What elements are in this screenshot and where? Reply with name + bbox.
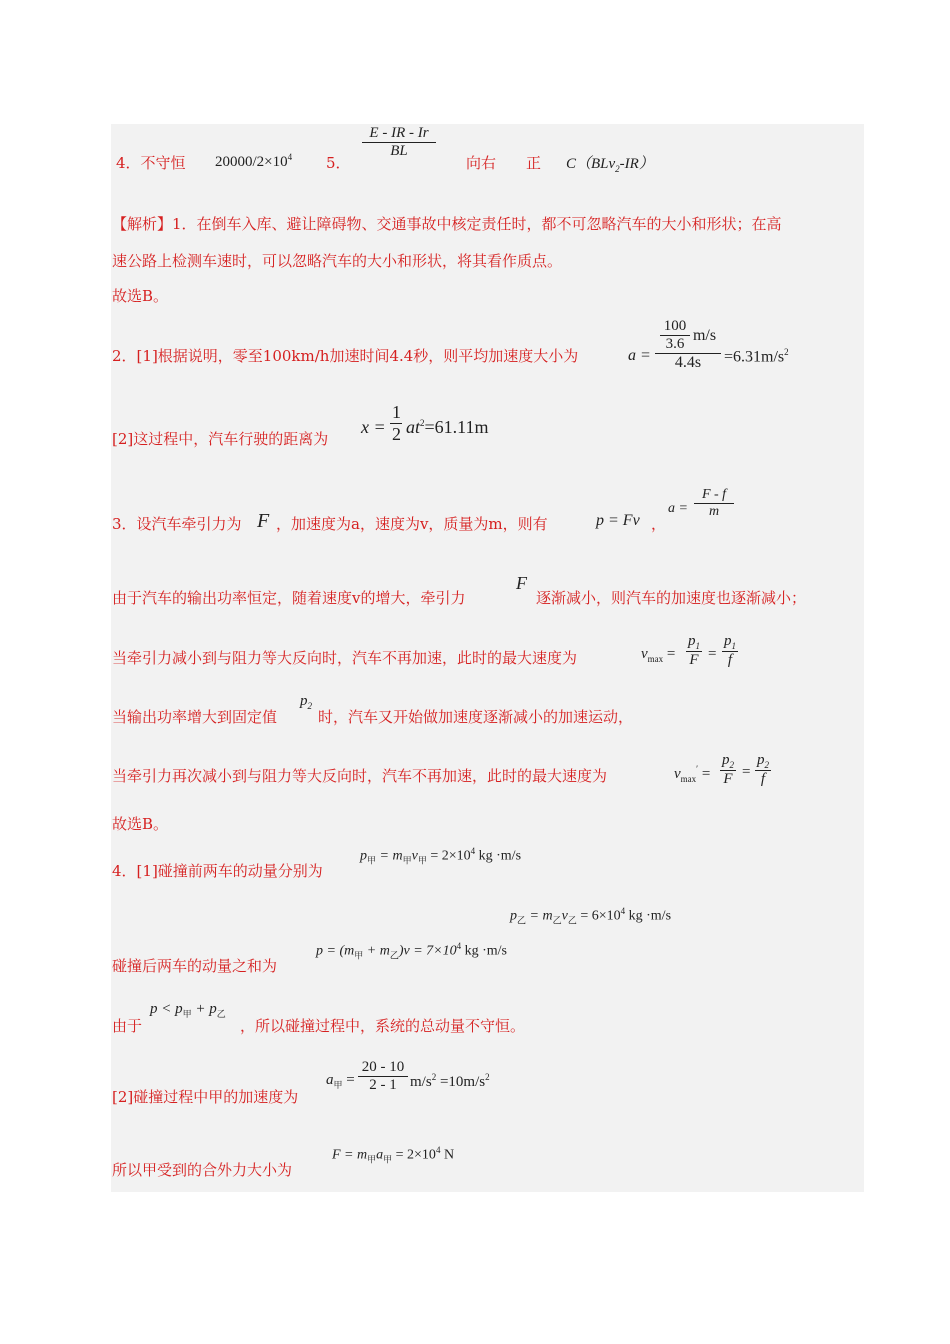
q3-a-fraction: $\frac{F - f}{m}$ [694, 487, 734, 520]
answer-item4-value: $20000/2\times 10^4$ [215, 152, 293, 170]
q4-2-fraction: $\frac{20 - 10}{2 - 1}$ [358, 1059, 408, 1094]
r1-text2: 逐渐减小，则汽车的加速度也逐渐减小； [536, 589, 807, 607]
q4-after-text: 碰撞后两车的动量之和为 [112, 957, 278, 975]
q2-fraction: $\frac{100}{3.6}$ m/s 4.4s [655, 318, 721, 372]
answer-item5-fraction: $\frac{E - IR - Ir}{BL}$ [362, 125, 436, 160]
r1-text: 由于汽车的输出功率恒定，随着速度v的增大，牵引力 [112, 589, 466, 607]
r5-text: 故选B。 [112, 815, 169, 833]
r2-frac1: $\frac{p_1}{F}$ [688, 633, 700, 668]
q4-2-text: [2]碰撞过程中甲的加速度为 [112, 1088, 299, 1106]
answer-item5-label: 5． [326, 154, 351, 172]
answer-item-c: C（BLv$_2$-IR） [566, 156, 654, 174]
r2-vmax: $v_{max}$ = [641, 646, 676, 664]
q3-a-eq: a = [668, 501, 688, 516]
answer-direction: 向右 [466, 154, 497, 172]
q4-since: 由于 [112, 1017, 143, 1035]
q2-2-result: $at^2=61.11m$ [406, 417, 489, 437]
q4-ineq: $p < p_甲 + p_乙$ [150, 1001, 226, 1019]
q4-eq3: $p = (m_甲 + m_乙)v = 7\times 10^4$ kg ·m/s [316, 941, 507, 961]
r4-eq2: = [742, 764, 751, 780]
q3-F: F [257, 510, 270, 532]
q3-text: 3．设汽车牵引力为 [112, 515, 242, 533]
r3-p2: $p_2$ [300, 693, 312, 711]
analysis-line-1: 【解析】1．在倒车入库、避让障碍物、交通事故中核定责任时，都不可忽略汽车的大小和形状；在高 [112, 215, 782, 233]
q4-since2: ，所以碰撞过程中，系统的总动量不守恒。 [240, 1017, 526, 1035]
q3-text2: ，加速度为a，速度为v，质量为m，则有 [276, 515, 548, 533]
r2-frac2: $\frac{p_1}{f}$ [724, 633, 736, 668]
r4-vmax: $v_{max}'$ = [674, 764, 711, 784]
answer-item4-label: 4．不守恒 [116, 154, 186, 172]
q2-eq-a: a = [628, 347, 651, 364]
q2-2-fraction: $\frac{1}{2}$ [392, 402, 401, 444]
q4-2-result: $m/s^2 =10m/s^2$ [410, 1072, 490, 1090]
answer-sign: 正 [526, 154, 542, 172]
q4-2-a: $a_甲$ = [326, 1072, 355, 1090]
r3-text: 当输出功率增大到固定值 [112, 708, 278, 726]
r4-frac1: $\frac{p_2}{F}$ [722, 752, 734, 787]
q4-3-eq: $F = m_甲a_甲 = 2\times 10^4$ N [332, 1145, 455, 1165]
r2-eq2: = [708, 646, 717, 662]
q2-result: $=6.31m/s^2$ [724, 347, 789, 366]
q4-3-text: 所以甲受到的合外力大小为 [112, 1161, 293, 1179]
q4-eq2: $p_乙 = m_乙v_乙 = 6\times 10^4$ kg ·m/s [510, 906, 672, 926]
q2-2-eq-x: x = [361, 417, 386, 437]
q2-2-text: [2]这过程中，汽车行驶的距离为 [112, 430, 329, 448]
analysis-line-2: 速公路上检测车速时，可以忽略汽车的大小和形状，将其看作质点。 [112, 252, 563, 270]
r2-text: 当牵引力减小到与阻力等大反向时，汽车不再加速，此时的最大速度为 [112, 649, 578, 667]
q4-text: 4．[1]碰撞前两车的动量分别为 [112, 862, 323, 880]
q3-p-eq: p = Fv [596, 512, 640, 529]
r4-text: 当牵引力再次减小到与阻力等大反向时，汽车不再加速，此时的最大速度为 [112, 767, 608, 785]
q3-comma: ， [651, 515, 667, 533]
r3-text2: 时，汽车又开始做加速度逐渐减小的加速运动， [318, 708, 634, 726]
q4-eq1: $p_甲 = m_甲v_甲 = 2\times 10^4$ kg ·m/s [360, 846, 522, 866]
q2-text: 2．[1]根据说明，零至100km/h加速时间4.4秒，则平均加速度大小为 [112, 347, 579, 365]
analysis-line-3: 故选B。 [112, 287, 169, 305]
r4-frac2: $\frac{p_2}{f}$ [757, 752, 769, 787]
r1-F: F [516, 573, 527, 593]
